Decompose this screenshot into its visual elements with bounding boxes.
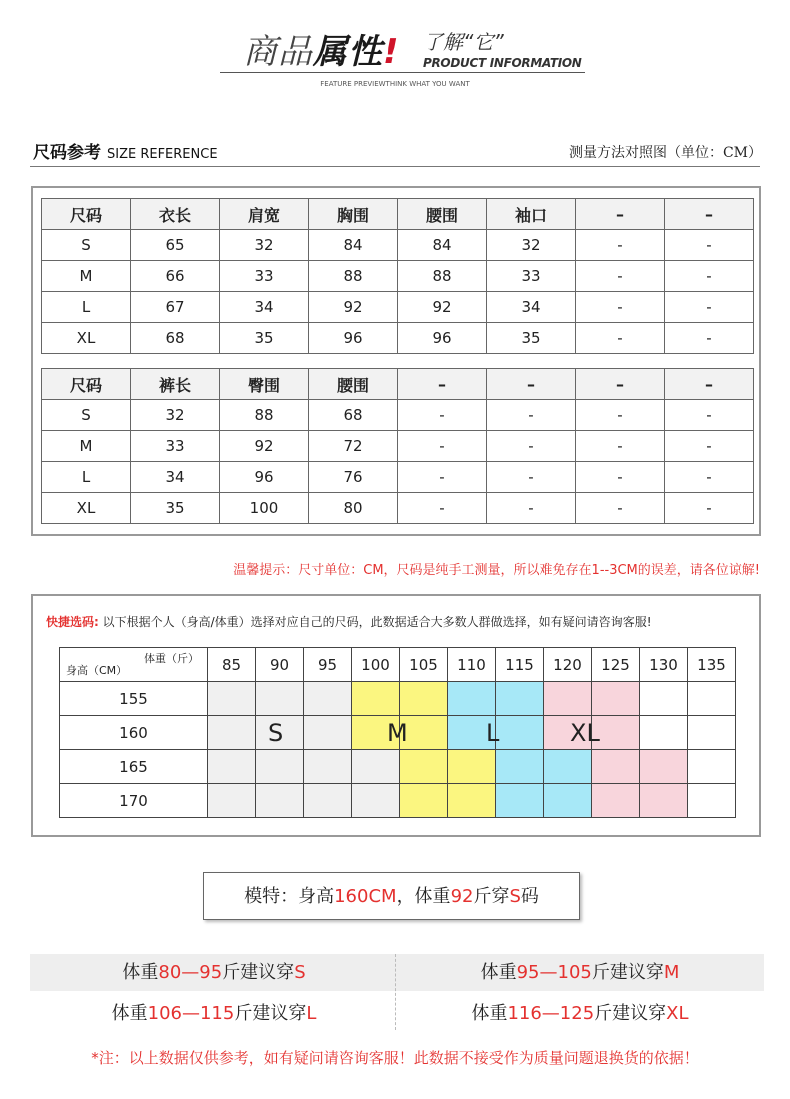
recommendation-divider <box>395 954 396 1030</box>
grid-cell <box>592 682 640 716</box>
grid-row <box>60 682 736 716</box>
table-cell: - <box>576 292 665 323</box>
grid-corner-cell <box>60 648 208 682</box>
grid-row <box>60 750 736 784</box>
table-cell: 84 <box>398 230 487 261</box>
table-cell: 96 <box>309 323 398 354</box>
table-cell: - <box>487 431 576 462</box>
grid-cell <box>640 750 688 784</box>
table-cell: - <box>398 431 487 462</box>
table-row <box>42 323 754 354</box>
table-cell: 65 <box>131 230 220 261</box>
table-cell: 84 <box>309 230 398 261</box>
table-header-cell: – <box>665 369 754 400</box>
table-cell: - <box>576 323 665 354</box>
table-cell: S <box>42 230 131 261</box>
header-subtitle: FEATURE PREVIEWTHINK WHAT YOU WANT <box>320 80 470 88</box>
height-header-cell: 165 <box>60 750 208 784</box>
table-header-cell: 胸围 <box>309 199 398 230</box>
table-header-cell: 肩宽 <box>220 199 309 230</box>
header-side-cn: 了解“它” <box>423 30 504 54</box>
height-header-cell: 160 <box>60 716 208 750</box>
table-cell: 33 <box>487 261 576 292</box>
size-label-xl: XL <box>570 719 600 747</box>
weight-header-cell: 90 <box>256 648 304 682</box>
table-cell: 72 <box>309 431 398 462</box>
grid-cell <box>208 750 256 784</box>
table-header-cell: 腰围 <box>398 199 487 230</box>
grid-cell <box>592 784 640 818</box>
table-cell: - <box>487 493 576 524</box>
table-cell: 92 <box>220 431 309 462</box>
grid-cell <box>592 750 640 784</box>
measurement-note: 温馨提示：尺寸单位：CM，尺码是纯手工测量，所以难免存在1--3CM的误差，请各位谅解! <box>233 563 760 578</box>
size-label-s: S <box>268 719 284 747</box>
grid-cell <box>400 750 448 784</box>
table-row <box>42 462 754 493</box>
table-cell: 96 <box>398 323 487 354</box>
size-table-box <box>31 186 761 536</box>
table-cell: 32 <box>220 230 309 261</box>
recommendation-xl: 体重116—125斤建议穿XL <box>396 995 764 1032</box>
table-cell: M <box>42 431 131 462</box>
grid-cell <box>256 682 304 716</box>
table-cell: - <box>576 431 665 462</box>
weight-header-cell: 135 <box>688 648 736 682</box>
table-header-cell: 臀围 <box>220 369 309 400</box>
weight-header-cell: 130 <box>640 648 688 682</box>
table-cell: - <box>665 431 754 462</box>
table-row <box>42 230 754 261</box>
table-cell: M <box>42 261 131 292</box>
weight-header-cell: 85 <box>208 648 256 682</box>
table-cell: 32 <box>487 230 576 261</box>
table-cell: 88 <box>220 400 309 431</box>
section-divider <box>30 166 760 167</box>
table-header-cell: 裤长 <box>131 369 220 400</box>
weight-header-cell: 110 <box>448 648 496 682</box>
grid-cell <box>688 716 736 750</box>
height-header-cell: 170 <box>60 784 208 818</box>
grid-cell <box>496 750 544 784</box>
table-cell: 67 <box>131 292 220 323</box>
grid-cell <box>496 784 544 818</box>
header-title: 商品属性! <box>243 32 400 72</box>
table-cell: - <box>487 462 576 493</box>
table-row <box>42 292 754 323</box>
grid-cell <box>640 716 688 750</box>
grid-cell <box>400 682 448 716</box>
grid-cell <box>544 784 592 818</box>
table-cell: 32 <box>131 400 220 431</box>
table-cell: - <box>665 261 754 292</box>
top-size-table <box>41 198 754 354</box>
header-side-en: PRODUCT INFORMATION <box>423 56 582 70</box>
grid-cell <box>640 784 688 818</box>
grid-cell <box>448 784 496 818</box>
table-cell: XL <box>42 493 131 524</box>
table-cell: - <box>665 230 754 261</box>
grid-cell <box>688 750 736 784</box>
table-header-cell: 尺码 <box>42 369 131 400</box>
grid-cell <box>304 784 352 818</box>
table-header-cell: – <box>487 369 576 400</box>
table-cell: 68 <box>131 323 220 354</box>
table-cell: - <box>576 230 665 261</box>
table-cell: - <box>576 493 665 524</box>
table-cell: XL <box>42 323 131 354</box>
table-header-cell: 衣长 <box>131 199 220 230</box>
table-header-cell: – <box>665 199 754 230</box>
table-header-cell: – <box>398 369 487 400</box>
table-cell: - <box>398 493 487 524</box>
table-cell: 66 <box>131 261 220 292</box>
recommendation-m: 体重95—105斤建议穿M <box>396 954 764 991</box>
size-section-title: 尺码参考 SIZE REFERENCE <box>33 143 218 163</box>
weight-header-cell: 120 <box>544 648 592 682</box>
table-cell: 88 <box>309 261 398 292</box>
table-row <box>42 400 754 431</box>
table-cell: 35 <box>131 493 220 524</box>
table-cell: L <box>42 462 131 493</box>
grid-cell <box>688 784 736 818</box>
grid-cell <box>352 750 400 784</box>
grid-cell <box>352 784 400 818</box>
grid-cell <box>496 682 544 716</box>
quick-select-box <box>31 594 761 837</box>
grid-cell <box>208 716 256 750</box>
table-cell: - <box>665 292 754 323</box>
table-cell: 35 <box>220 323 309 354</box>
table-row <box>42 493 754 524</box>
table-cell: - <box>576 261 665 292</box>
table-cell: - <box>576 400 665 431</box>
table-cell: - <box>398 462 487 493</box>
table-cell: 34 <box>131 462 220 493</box>
table-cell: L <box>42 292 131 323</box>
page-header <box>0 0 790 100</box>
recommendation-s: 体重80—95斤建议穿S <box>30 954 398 991</box>
weight-header-cell: 100 <box>352 648 400 682</box>
weight-header-cell: 125 <box>592 648 640 682</box>
table-cell: 33 <box>220 261 309 292</box>
table-cell: 33 <box>131 431 220 462</box>
table-cell: 100 <box>220 493 309 524</box>
header-side <box>423 26 582 70</box>
height-header-cell: 155 <box>60 682 208 716</box>
table-cell: 92 <box>309 292 398 323</box>
table-cell: - <box>487 400 576 431</box>
table-cell: S <box>42 400 131 431</box>
height-axis-label: 身高（CM） <box>66 664 128 677</box>
table-cell: 34 <box>487 292 576 323</box>
table-cell: 68 <box>309 400 398 431</box>
recommendation-l: 体重106—115斤建议穿L <box>30 995 398 1032</box>
grid-cell <box>352 682 400 716</box>
table-header-cell: 腰围 <box>309 369 398 400</box>
grid-cell <box>688 682 736 716</box>
table-cell: 76 <box>309 462 398 493</box>
size-label-l: L <box>486 719 500 747</box>
table-cell: - <box>665 493 754 524</box>
model-info: 模特：身高160CM，体重92斤穿S码 <box>203 872 580 920</box>
disclaimer-footer: *注：以上数据仅供参考，如有疑问请咨询客服！此数据不接受作为质量问题退换货的依据！ <box>91 1049 699 1067</box>
weight-header-cell: 115 <box>496 648 544 682</box>
grid-cell <box>208 784 256 818</box>
grid-cell <box>640 682 688 716</box>
table-cell: 35 <box>487 323 576 354</box>
grid-row <box>60 784 736 818</box>
table-cell: 88 <box>398 261 487 292</box>
grid-cell <box>304 682 352 716</box>
grid-cell <box>256 784 304 818</box>
grid-cell <box>400 784 448 818</box>
table-header-cell: – <box>576 199 665 230</box>
grid-cell <box>304 750 352 784</box>
table-row <box>42 431 754 462</box>
grid-cell <box>208 682 256 716</box>
table-cell: 80 <box>309 493 398 524</box>
table-cell: - <box>665 462 754 493</box>
grid-cell <box>496 716 544 750</box>
weight-header-cell: 95 <box>304 648 352 682</box>
measure-method-label: 测量方法对照图（单位：CM） <box>568 145 762 161</box>
header-divider <box>220 72 585 73</box>
grid-cell <box>448 682 496 716</box>
table-cell: 92 <box>398 292 487 323</box>
table-header-cell: 袖口 <box>487 199 576 230</box>
table-cell: - <box>665 323 754 354</box>
grid-cell <box>256 750 304 784</box>
grid-cell <box>544 682 592 716</box>
table-cell: - <box>398 400 487 431</box>
weight-axis-label: 体重（斤） <box>144 652 199 665</box>
table-cell: 34 <box>220 292 309 323</box>
grid-cell <box>304 716 352 750</box>
table-header-cell: 尺码 <box>42 199 131 230</box>
weight-header-cell: 105 <box>400 648 448 682</box>
table-cell: 96 <box>220 462 309 493</box>
table-row <box>42 261 754 292</box>
table-cell: - <box>576 462 665 493</box>
quick-select-text: 快捷选码: 以下根据个人（身高/体重）选择对应自己的尺码，此数据适合大多数人群做选择，如有疑问请咨询客服! <box>46 615 652 629</box>
table-header-cell: – <box>576 369 665 400</box>
size-label-m: M <box>387 719 408 747</box>
grid-cell <box>448 750 496 784</box>
grid-cell <box>544 750 592 784</box>
bottom-size-table <box>41 368 754 524</box>
table-cell: - <box>665 400 754 431</box>
